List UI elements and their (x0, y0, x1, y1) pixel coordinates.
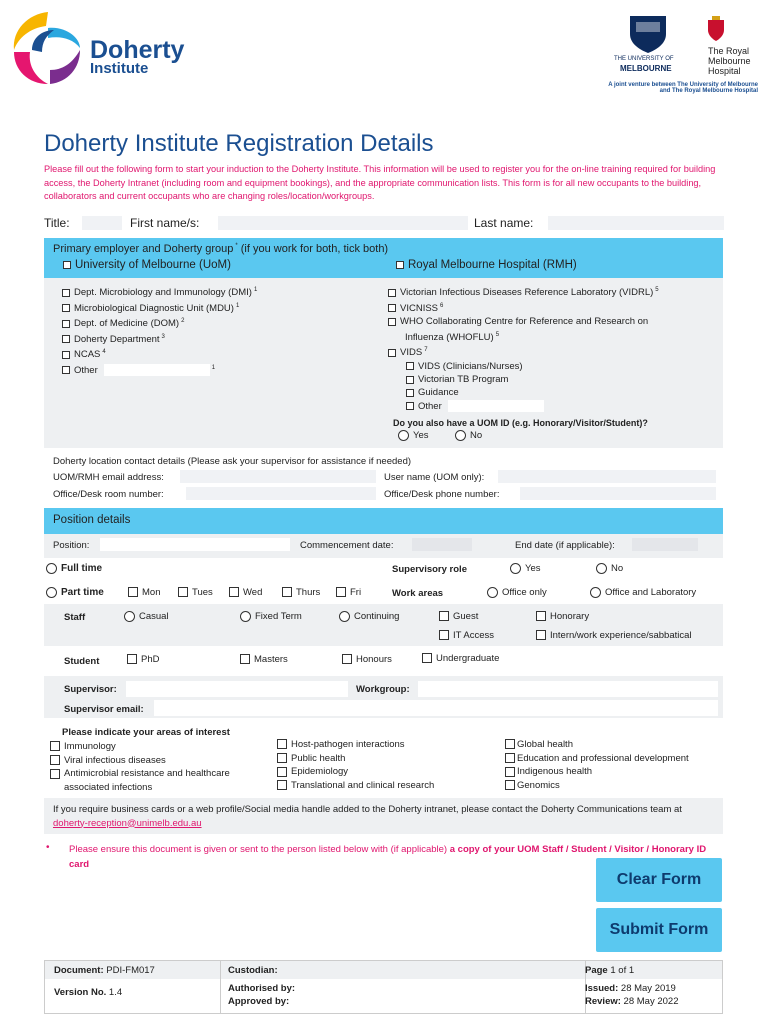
footer-version: Version No. 1.4 (54, 987, 123, 998)
supervisor-label: Supervisor: (64, 684, 117, 695)
supervisor-email-label: Supervisor email: (64, 704, 144, 715)
interest-global-health[interactable]: Global health (505, 738, 689, 752)
supervisory-no-radio[interactable] (596, 563, 607, 574)
rmh-item-vids[interactable]: VIDS $^7$ (388, 344, 659, 360)
day-tues[interactable]: Tues (178, 587, 213, 598)
supervisory-no[interactable]: No (596, 563, 623, 574)
supervisory-yes-radio[interactable] (510, 563, 521, 574)
day-thurs[interactable]: Thurs (282, 587, 320, 598)
vids-item-guidance[interactable]: Guidance (406, 386, 659, 399)
logo-text-doherty: Doherty (90, 36, 185, 64)
staff-honorary[interactable]: Honorary (536, 611, 589, 622)
contact-office-label: Office/Desk room number: (53, 489, 164, 500)
logo-text-institute: Institute (90, 60, 149, 77)
rmh-checkbox[interactable] (396, 261, 404, 269)
interest-host-pathogen[interactable]: Host-pathogen interactions (277, 738, 434, 752)
work-office-only-radio[interactable] (487, 587, 498, 598)
vids-item-other[interactable]: Other (406, 400, 659, 413)
uom-other-input[interactable] (104, 364, 210, 376)
supervisory-yes[interactable]: Yes (510, 563, 541, 574)
interest-genomics[interactable]: Genomics (505, 779, 689, 793)
first-name-input[interactable] (218, 216, 468, 230)
vids-other-input[interactable] (448, 400, 544, 412)
title-label: Title: (44, 216, 70, 230)
student-phd[interactable]: PhD (127, 654, 159, 665)
work-office-lab[interactable]: Office and Laboratory (590, 587, 696, 598)
interest-public-health[interactable]: Public health (277, 752, 434, 766)
uom-id-no[interactable]: No (455, 430, 482, 441)
position-input[interactable] (100, 538, 290, 551)
staff-guest[interactable]: Guest (439, 611, 478, 622)
supervisor-input[interactable] (126, 681, 348, 697)
contact-username-input[interactable] (498, 470, 716, 483)
interests-col1 (50, 740, 230, 794)
employer-heading-text: Primary employer and Doherty group (53, 243, 234, 255)
workgroup-label: Workgroup: (356, 684, 410, 695)
comms-email-link[interactable]: doherty-reception@unimelb.edu.au (53, 817, 202, 829)
title-input[interactable] (82, 216, 122, 230)
staff-casual-radio[interactable] (124, 611, 135, 622)
last-name-label: Last name: (474, 216, 534, 230)
staff-fixed-term[interactable]: Fixed Term (240, 611, 302, 622)
interest-translational[interactable]: Translational and clinical research (277, 779, 434, 793)
rmh-items (388, 284, 659, 413)
uom-item-dmi[interactable]: Dept. Microbiology and Immunology (DMI) $^1$ (62, 284, 257, 300)
interest-epidemiology[interactable]: Epidemiology (277, 765, 434, 779)
first-name-label: First name/s: (130, 216, 200, 230)
footer-approved: Approved by: (228, 996, 290, 1007)
uom-label: University of Melbourne (UoM) (75, 259, 231, 271)
position-heading: Position details (53, 514, 131, 526)
uom-logo (614, 14, 684, 78)
rmh-text-2: Melbourne (708, 56, 751, 66)
full-time-option[interactable]: Full time (46, 563, 102, 574)
rmh-checkbox-row[interactable] (396, 259, 577, 271)
interest-indigenous[interactable]: Indigenous health (505, 765, 689, 779)
interests-heading: Please indicate your areas of interest (62, 727, 230, 738)
position-label: Position: (53, 540, 90, 551)
rmh-item-who-cont: Influenza (WHOFLU) $^5$ (405, 331, 500, 343)
contact-email-input[interactable] (180, 470, 376, 483)
uom-item-ncas[interactable]: NCAS $^4$ (62, 346, 257, 362)
work-office-only[interactable]: Office only (487, 587, 547, 598)
day-mon[interactable]: Mon (128, 587, 160, 598)
position-band (44, 508, 723, 534)
uom-id-question: Do you also have a UOM ID (e.g. Honorary/Visitor/Student)? (393, 418, 648, 428)
commencement-label: Commencement date: (300, 540, 394, 551)
rmh-logo (704, 16, 764, 80)
interest-antimicrobial[interactable]: Antimicrobial resistance and healthcare (50, 767, 230, 781)
employer-heading-suffix: (if you work for both, tick both) (240, 243, 389, 255)
commencement-input[interactable] (412, 538, 472, 551)
page-title: Doherty Institute Registration Details (44, 130, 434, 157)
student-label: Student (64, 656, 100, 667)
employer-heading (53, 243, 388, 255)
contact-email-label: UOM/RMH email address: (53, 472, 164, 483)
interest-viral[interactable]: Viral infectious diseases (50, 754, 230, 768)
student-honours[interactable]: Honours (342, 654, 392, 665)
student-undergraduate[interactable]: Undergraduate (422, 653, 499, 664)
clear-form-button[interactable]: Clear Form (596, 858, 722, 902)
interest-education[interactable]: Education and professional development (505, 752, 689, 766)
uom-checkbox-row[interactable] (63, 259, 231, 271)
footer-custodian: Custodian: (228, 965, 278, 976)
rmh-text-1: The Royal (708, 46, 750, 56)
day-wed[interactable]: Wed (229, 587, 262, 598)
staff-it-access[interactable]: IT Access (439, 630, 494, 641)
uom-item-dom[interactable]: Dept. of Medicine (DOM) $^2$ (62, 315, 257, 331)
employer-heading-star: * (235, 243, 238, 250)
footer-table (44, 960, 723, 1014)
joint-venture-line2: and The Royal Melbourne Hospital (659, 88, 758, 94)
full-time-radio[interactable] (46, 563, 57, 574)
name-row (44, 214, 724, 232)
rmh-text-3: Hospital (708, 66, 741, 76)
staff-continuing-radio[interactable] (339, 611, 350, 622)
workgroup-input[interactable] (418, 681, 718, 697)
uom-item-mdu[interactable]: Microbiological Diagnostic Unit (MDU) $^1$ (62, 300, 257, 316)
contact-office-input[interactable] (186, 487, 376, 500)
staff-continuing[interactable]: Continuing (339, 611, 399, 622)
notice-bold: a copy of your UOM Staff / Student / Visitor / Honorary ID card (69, 844, 707, 870)
uom-id-yes-radio[interactable] (398, 430, 409, 441)
interest-antimicrobial-cont: associated infections (64, 781, 153, 793)
uom-items (62, 284, 257, 377)
uom-checkbox[interactable] (63, 261, 71, 269)
contact-heading: Doherty location contact details (Please ask your supervisor for assistance if needed) (53, 456, 412, 467)
rmh-crest-icon (706, 16, 726, 42)
footer-authorised: Authorised by: (228, 983, 296, 994)
end-date-input[interactable] (632, 538, 698, 551)
doherty-logo-mark-icon (8, 8, 86, 88)
rmh-item-who[interactable]: WHO Collaborating Centre for Reference and Research on (388, 315, 659, 328)
joint-venture-text (608, 82, 758, 94)
supervisory-role-label: Supervisory role (392, 564, 467, 575)
footer-issued: Issued: 28 May 2019 (585, 983, 676, 994)
contact-phone-input[interactable] (520, 487, 716, 500)
part-time-option[interactable]: Part time (46, 587, 104, 598)
uom-text-1: THE UNIVERSITY OF (614, 56, 674, 62)
work-office-lab-radio[interactable] (590, 587, 601, 598)
uom-text-2: MELBOURNE (620, 64, 672, 73)
uom-item-other[interactable]: Other $^1$ (62, 362, 257, 378)
interests-col2 (277, 738, 434, 792)
rmh-item-vidrl[interactable]: Victorian Infectious Diseases Reference Laboratory (VIDRL) $^5$ (388, 284, 659, 300)
uom-id-no-radio[interactable] (455, 430, 466, 441)
contact-phone-label: Office/Desk phone number: (384, 489, 500, 500)
footer-page: Page 1 of 1 (585, 965, 635, 976)
staff-intern[interactable]: Intern/work experience/sabbatical (536, 630, 692, 641)
uom-item-doherty-dept[interactable]: Doherty Department $^3$ (62, 331, 257, 347)
notice-body: Please ensure this document is given or sent to the person listed below with (if applicable) (69, 844, 448, 855)
day-fri[interactable]: Fri (336, 587, 361, 598)
footer-document: Document: PDI-FM017 (54, 965, 155, 976)
student-masters[interactable]: Masters (240, 654, 288, 665)
rmh-label: Royal Melbourne Hospital (RMH) (408, 259, 577, 271)
interest-immunology[interactable]: Immunology (50, 740, 230, 754)
end-date-label: End date (if applicable): (515, 540, 615, 551)
uom-id-yes[interactable]: Yes (398, 430, 429, 441)
staff-label: Staff (64, 612, 86, 623)
submit-form-button[interactable]: Submit Form (596, 908, 722, 952)
part-time-radio[interactable] (46, 587, 57, 598)
notice-bullet: • (46, 842, 50, 853)
vids-item-clinicians[interactable]: VIDS (Clinicians/Nurses) (406, 360, 659, 373)
joint-venture-line1: A joint venture between The University of Melbourne (608, 82, 758, 88)
last-name-input[interactable] (548, 216, 724, 230)
staff-fixed-term-radio[interactable] (240, 611, 251, 622)
intro-text: Please fill out the following form to start your induction to the Doherty Institute. This information will be used to register you for the on-line training required for building access, the Doherty Intranet (including room and equipment bookings), and the appropriate communication lists. This form is for all new occupants to the building, collaborators and current occupants who are changing roles/location/workgroups. (44, 164, 716, 201)
interests-col3 (505, 738, 689, 792)
contact-username-label: User name (UOM only): (384, 472, 485, 483)
comms-text (53, 803, 703, 830)
footer-review: Review: 28 May 2022 (585, 996, 679, 1007)
staff-casual[interactable]: Casual (124, 611, 169, 622)
supervisor-email-input[interactable] (154, 700, 718, 716)
vids-item-tb[interactable]: Victorian TB Program (406, 373, 659, 386)
uom-crest-icon (626, 14, 670, 54)
rmh-item-vicniss[interactable]: VICNISS $^6$ (388, 300, 659, 316)
comms-text-body: If you require business cards or a web profile/Social media handle added to the Doherty intranet, please contact the Doherty Communications team at (53, 804, 682, 815)
doherty-logo (8, 8, 198, 88)
work-areas-label: Work areas (392, 588, 444, 599)
